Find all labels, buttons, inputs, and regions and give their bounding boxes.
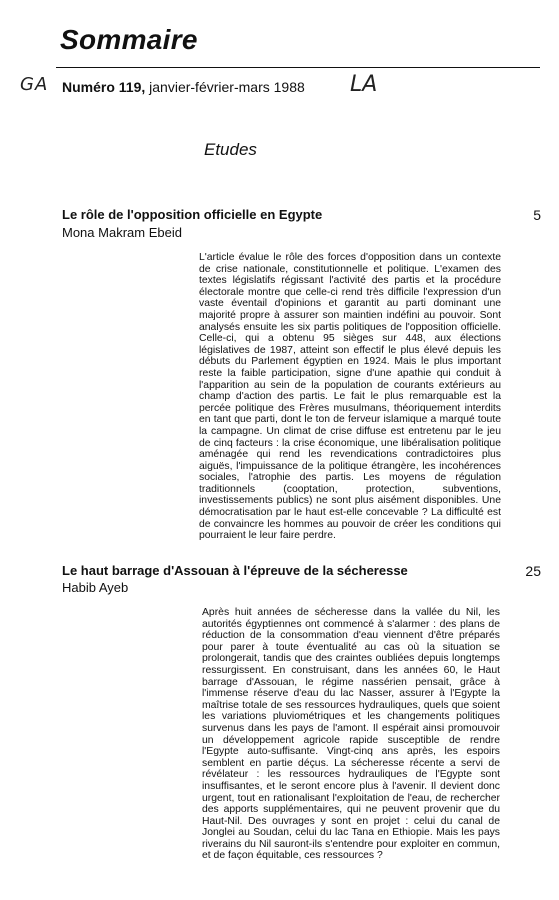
article-abstract: Après huit années de sécheresse dans la vallée du Nil, les autorités égyptiennes ont commencé à s'alarmer : des plans de réduction de la consommation d'eau viennent d'être préparés pour parer à toute éventualité au cas où la situation se prolongerait, tandis que des craintes oubliées depuis longtemps ressurgissent. En construisant, dans les années 60, le Haut barrage d'Assouan, le régime nassérien pensait, grâce à l'immense réserve d'eau du lac Nasser, assurer à l'Egypte la maîtrise totale de ses ressources hydrauliques, quels que soient les variations pluviométriques et les changements politiques survenus dans les pays de l'amont. Il espérait ainsi promouvoir un développement agricole rapide susceptible de rendre l'Egypte auto-suffisante. Vingt-cinq ans après, les espoirs semblent en partie déçus. La sécheresse récente a servi de révélateur : les ressources hydrauliques de l'Egypte sont insuffisantes, et le seront encore plus à l'avenir. Il devient donc urgent, tout en rationalisant l'exploitation de l'eau, de rechercher des apports supplémentaires, qui ne peuvent provenir que du Haut-Nil. Des ouvrages y sont en projet : celui du canal de Jonglei au Soudan, celui du lac Tana en Ethiopie. Mais les pays riverains du Nil sauront-ils s'entendre pour exploiter en commun, et de façon équitable, ces ressources ? <box>202 607 500 862</box>
article-abstract: L'article évalue le rôle des forces d'opposition dans un contexte de crise nationale, constitutionnelle et politique. L'examen des textes législatifs régissant l'activité des partis et la procédure électorale montre que celle-ci rend très difficile l'expression d'un vaste éventail d'opinions et garantit au parti dominant une majorité propre à assurer son maintien indéfini au pouvoir. Sont analysés ensuite les six partis politiques de l'opposition officielle. Celle-ci, qui a obtenu 95 sièges sur 448, aux élections législatives de 1987, atteint son effectif le plus élevé depuis les débuts du Parlement égyptien en 1924. Mais le plus important reste la faible participation, signe d'une apathie qui conduit à l'apparition au sein de la population de courants extérieurs au champ d'action des partis. Le fait le plus remarquable est la percée politique des Frères musulmans, théoriquement interdits en tant que parti, dont le ton de ferveur islamique a marqué toute la campagne. Un climat de crise diffuse est entretenu par le jeu de cinq facteurs : la crise économique, une libéralisation politique aménagée qui rend les revendications contradictoires plus aiguës, l'impuissance de la politique étrangère, les incohérences sociales, l'atrophie des partis. Les moyens de régulation traditionnels (cooptation, protection, subventions, investissements publics) ne sont plus aisément disponibles. Une démocratisation par le haut est-elle concevable ? La difficulté est de convaincre les hommes au pouvoir de créer les conditions qui pourraient le leur faire perdre. <box>199 252 501 542</box>
article-title: Le rôle de l'opposition officielle en Egypte <box>62 207 323 222</box>
article-page-number: 25 <box>525 563 541 579</box>
article-page-number: 5 <box>533 207 541 223</box>
title-rule <box>56 67 540 68</box>
issue-line <box>62 79 305 95</box>
article-author: Habib Ayeb <box>62 580 129 595</box>
article-author: Mona Makram Ebeid <box>62 225 182 240</box>
article-title: Le haut barrage d'Assouan à l'épreuve de la sécheresse <box>62 563 408 578</box>
issue-dates: janvier-février-mars 1988 <box>149 79 305 95</box>
section-heading: Etudes <box>204 140 257 159</box>
handwritten-annotation-left: GA <box>20 74 49 95</box>
issue-number: Numéro 119, <box>62 79 146 95</box>
handwritten-annotation-right: LA <box>350 72 378 97</box>
page-title: Sommaire <box>60 24 198 55</box>
